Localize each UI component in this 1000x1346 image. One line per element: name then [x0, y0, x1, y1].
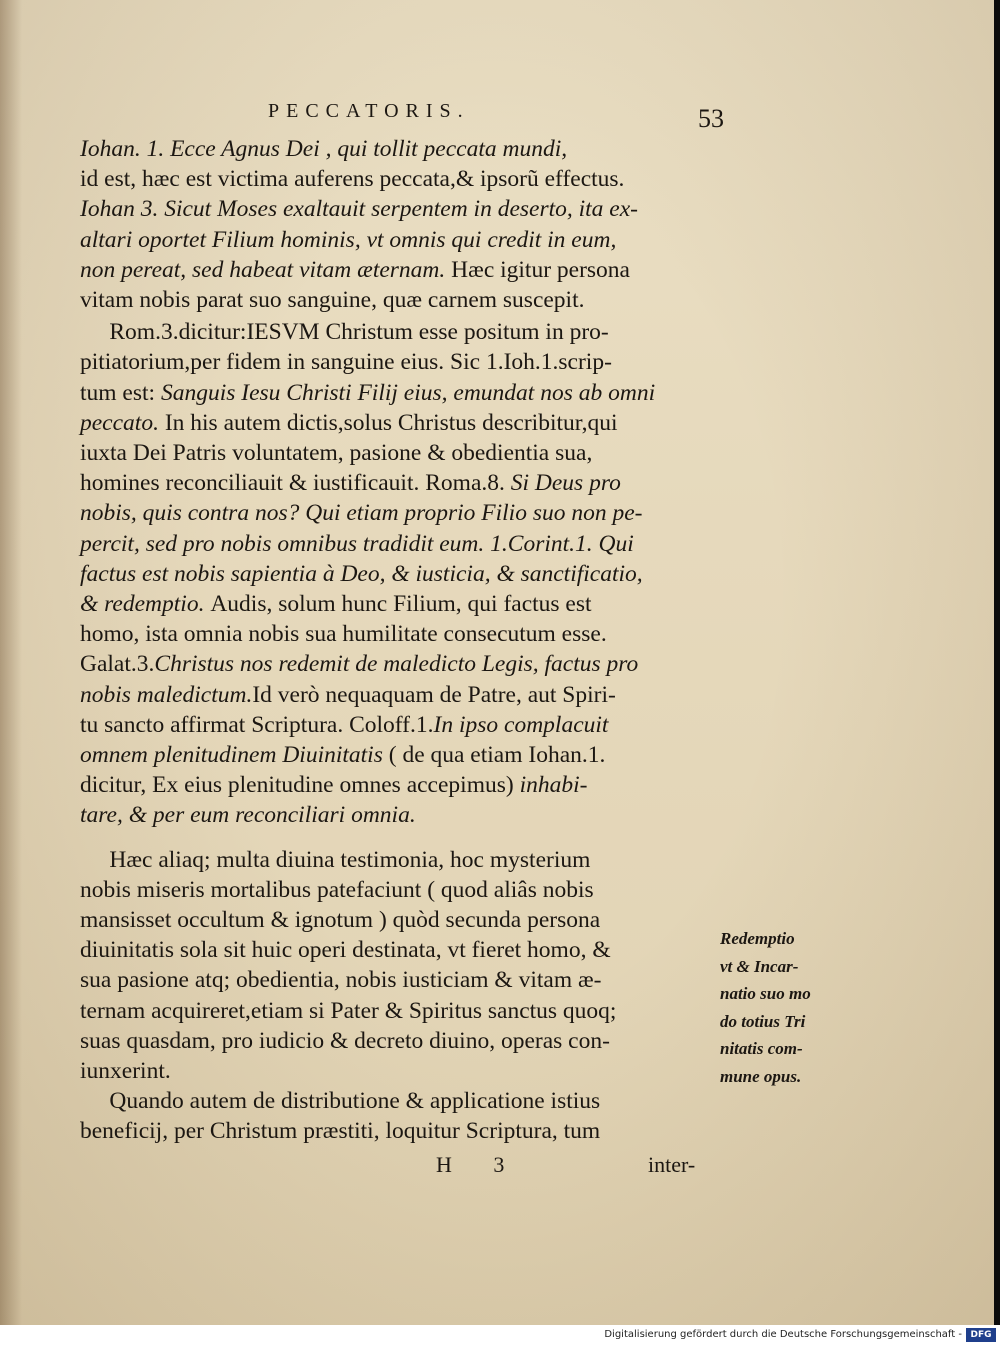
- text-line: [80, 740, 605, 770]
- roman-segment: Hæc igitur persona: [451, 256, 630, 283]
- text-line: [80, 317, 609, 347]
- italic-segment: non pereat, sed habeat vitam æternam.: [80, 256, 452, 283]
- text-line: [80, 905, 600, 935]
- text-line: [80, 134, 567, 164]
- margin-note-line: vt & Incar-: [720, 956, 799, 976]
- roman-segment: Galat.3.: [80, 651, 155, 678]
- margin-note-line: nitatis com-: [720, 1039, 803, 1058]
- roman-segment: homo, ista omnia nobis sua humilitate consecutum esse.: [80, 621, 607, 648]
- text-line: [80, 845, 590, 875]
- roman-segment: In his autem dictis,solus Christus describitur,qui: [164, 409, 618, 436]
- text-line: [80, 589, 592, 619]
- text-line: [80, 225, 616, 255]
- italic-segment: & redemptio.: [80, 591, 211, 617]
- text-line: [80, 619, 607, 649]
- text-line: [80, 649, 638, 679]
- italic-segment: Sanguis Iesu Christi Filij eius, emundat nos ab omni: [160, 379, 656, 406]
- roman-segment: beneficij, per Christum præstiti, loquitur Scriptura, tum: [80, 1118, 601, 1145]
- roman-segment: sua pasione atq; obedientia, nobis iusticiam & vitam æ-: [80, 967, 602, 994]
- page-gutter-shadow: [0, 0, 22, 1325]
- roman-segment: dicitur, Ex eius plenitudine omnes accepimus): [80, 772, 520, 799]
- roman-segment: Rom.3.dicitur:IESVM Christum esse positum in pro-: [80, 319, 609, 346]
- italic-segment: altari oportet Filium hominis, vt omnis qui credit in eum,: [80, 226, 617, 253]
- text-line: [80, 1056, 171, 1086]
- roman-segment: iuxta Dei Patris voluntatem, pasione & obedientia sua,: [80, 440, 593, 466]
- text-line: [80, 378, 655, 408]
- margin-note-line: Redemptio: [720, 929, 795, 948]
- roman-segment: ternam acquireret,etiam si Pater & Spiritus sanctus quoq;: [80, 997, 617, 1024]
- italic-segment: Iohan 3. Sicut Moses exaltauit serpentem in deserto, ita ex-: [80, 196, 638, 223]
- margin-note-line: mune opus.: [720, 1066, 802, 1086]
- text-line: [80, 164, 624, 194]
- roman-segment: vitam nobis parat suo sanguine, quæ carnem suscepit.: [80, 287, 585, 313]
- catchword: inter-: [648, 1152, 696, 1177]
- roman-segment: diuinitatis sola sit huic operi destinata, vt fieret homo, &: [80, 937, 611, 964]
- digitization-credit: Digitalisierung gefördert durch die Deutsche Forschungsgemeinschaft -: [604, 1329, 962, 1340]
- italic-segment: nobis maledictum.: [80, 681, 253, 708]
- text-line: [80, 347, 612, 377]
- margin-note-line: natio suo mo: [720, 984, 811, 1003]
- italic-segment: factus est nobis sapientia à Deo, & iusticia, & sanctificatio,: [80, 560, 643, 587]
- text-line: [80, 770, 587, 800]
- text-line: [80, 408, 618, 438]
- roman-segment: pitiatorium,per fidem in sanguine eius. Sic 1.Ioh.1.scrip-: [80, 349, 612, 376]
- roman-segment: mansisset occultum & ignotum ) quòd secunda persona: [80, 907, 601, 933]
- text-line: [80, 438, 592, 468]
- roman-segment: suas quasdam, pro iudicio & decreto diuino, operas con-: [80, 1027, 610, 1054]
- italic-segment: tare, & per eum reconciliari omnia.: [80, 802, 416, 829]
- text-line: [80, 965, 601, 995]
- margin-note-line: do totius Tri: [720, 1011, 806, 1031]
- roman-segment: ( de qua etiam Iohan.1.: [388, 742, 606, 768]
- text-line: [80, 1026, 610, 1056]
- text-line: [80, 285, 585, 315]
- roman-segment: Quando autem de distributione & applicatione istius: [80, 1088, 601, 1115]
- page-number: 53: [698, 104, 724, 133]
- italic-segment: peccato.: [80, 409, 165, 436]
- roman-segment: tum est:: [80, 379, 161, 406]
- roman-segment: Hæc aliaq; multa diuina testimonia, hoc mysterium: [80, 846, 591, 873]
- text-line: [80, 996, 616, 1026]
- italic-segment: percit, sed pro nobis omnibus tradidit eum. 1.Corint.1. Qui: [80, 530, 634, 557]
- text-line: [80, 680, 616, 710]
- text-line: [80, 498, 642, 528]
- dfg-logo: DFG: [966, 1328, 996, 1342]
- margin-note: [720, 925, 840, 1090]
- roman-segment: nobis miseris mortalibus patefaciunt ( quod aliâs nobis: [80, 876, 594, 903]
- text-line: [80, 1086, 600, 1116]
- text-line: [80, 875, 594, 905]
- text-line: [80, 800, 416, 830]
- text-line: [80, 559, 643, 589]
- roman-segment: tu sancto affirmat Scriptura. Coloff.1.: [80, 711, 434, 738]
- text-line: [80, 1116, 600, 1146]
- running-head: PECCATORIS.: [268, 100, 470, 122]
- roman-segment: Audis, solum hunc Filium, qui factus est: [210, 591, 592, 617]
- roman-segment: homines reconciliauit & iustificauit. Roma.8.: [80, 470, 511, 497]
- text-line: [80, 710, 608, 740]
- signature-mark: H 3: [436, 1152, 523, 1177]
- italic-segment: omnem plenitudinem Diuinitatis: [80, 742, 389, 768]
- text-line: [80, 935, 611, 965]
- italic-segment: nobis, quis contra nos? Qui etiam proprio Filio suo non pe-: [80, 500, 643, 527]
- italic-segment: In ipso complacuit: [433, 711, 609, 738]
- italic-segment: Si Deus pro: [510, 470, 621, 497]
- text-line: [80, 468, 621, 498]
- italic-segment: Iohan. 1. Ecce Agnus Dei , qui tollit peccata mundi,: [80, 136, 568, 162]
- text-line: [80, 529, 634, 559]
- italic-segment: Christus nos redemit de maledicto Legis, factus pro: [154, 651, 639, 678]
- text-line: [80, 194, 638, 224]
- roman-segment: id est, hæc est victima auferens peccata,& ipsorũ effectus.: [80, 166, 625, 193]
- italic-segment: inhabi-: [519, 772, 588, 799]
- text-line: [80, 255, 630, 285]
- roman-segment: iunxerint.: [80, 1058, 171, 1084]
- roman-segment: Id verò nequaquam de Patre, aut Spiri-: [252, 681, 616, 708]
